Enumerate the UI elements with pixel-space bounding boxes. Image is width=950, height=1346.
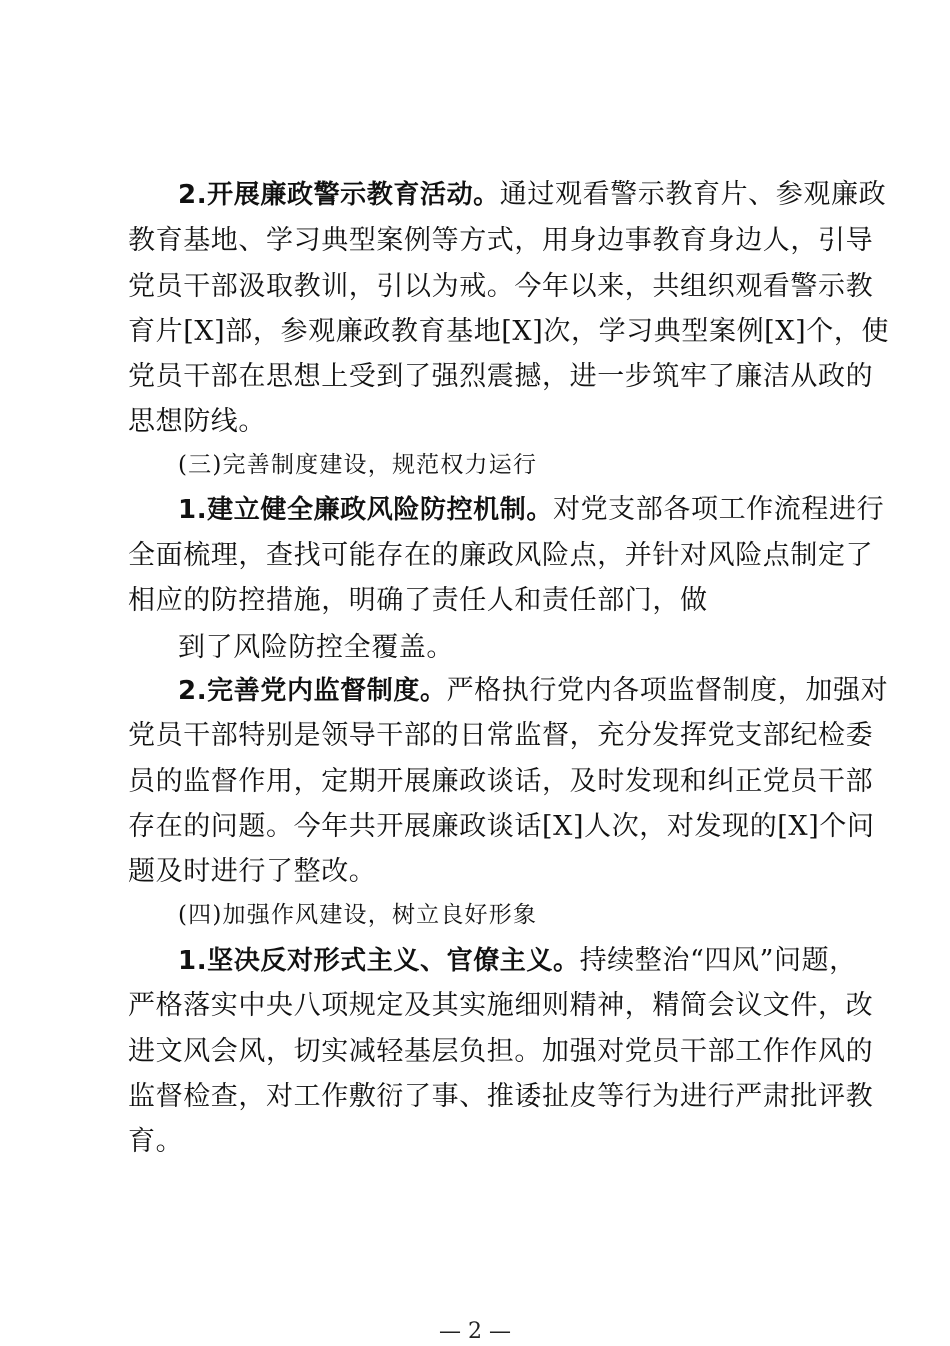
paragraph-line: 党员干部汲取教训，引以为戒。今年以来，共组织观看警示教 <box>128 271 874 302</box>
paragraph-text: 持续整治“四风”问题， <box>579 945 857 976</box>
paragraph-line <box>178 668 888 714</box>
paragraph-line: 全面梳理，查找可能存在的廉政风险点，并针对风险点制定了 <box>128 540 874 571</box>
paragraph-line: 题及时进行了整改。 <box>128 856 377 887</box>
page-number: — 2 — <box>439 1319 511 1344</box>
paragraph-line: 思想防线。 <box>128 406 266 437</box>
paragraph-text: 通过观看警示教育片、参观廉政 <box>499 179 887 210</box>
paragraph-line: 进文风会风，切实减轻基层负担。加强对党员干部工作作风的 <box>128 1036 874 1067</box>
paragraph-line: 存在的问题。今年共开展廉政谈话[X]人次，对发现的[X]个问 <box>128 811 875 842</box>
paragraph-line: 教育基地、学习典型案例等方式，用身边事教育身边人，引导 <box>128 225 874 256</box>
paragraph-line: 到了风险防控全覆盖。 <box>178 632 454 663</box>
paragraph-line: 相应的防控措施，明确了责任人和责任部门，做 <box>128 585 708 616</box>
paragraph-line <box>178 487 884 533</box>
paragraph-line: 监督检查，对工作敷衍了事、推诿扯皮等行为进行严肃批评教 <box>128 1081 874 1112</box>
paragraph-lead: 1.坚决反对形式主义、官僚主义。 <box>178 946 580 976</box>
paragraph-line: 员的监督作用，定期开展廉政谈话，及时发现和纠正党员干部 <box>128 766 874 797</box>
paragraph-lead: 2.完善党内监督制度。 <box>178 676 447 706</box>
section-heading: (四)加强作风建设，树立良好形象 <box>178 902 538 928</box>
paragraph-lead: 2.开展廉政警示教育活动。 <box>178 180 500 210</box>
paragraph-line <box>178 938 857 984</box>
paragraph-line: 育片[X]部，参观廉政教育基地[X]次，学习典型案例[X]个，使 <box>128 316 890 347</box>
paragraph-line: 严格落实中央八项规定及其实施细则精神，精简会议文件，改 <box>128 990 874 1021</box>
paragraph-text: 严格执行党内各项监督制度，加强对 <box>446 675 889 706</box>
paragraph-lead: 1.建立健全廉政风险防控机制。 <box>178 495 553 525</box>
paragraph-line: 党员干部特别是领导干部的日常监督，充分发挥党支部纪检委 <box>128 720 874 751</box>
paragraph-line: 党员干部在思想上受到了强烈震撼，进一步筑牢了廉洁从政的 <box>128 361 874 392</box>
paragraph-line <box>178 172 886 218</box>
section-heading: (三)完善制度建设，规范权力运行 <box>178 452 538 478</box>
paragraph-line: 育。 <box>128 1126 184 1157</box>
paragraph-text: 对党支部各项工作流程进行 <box>552 494 885 525</box>
